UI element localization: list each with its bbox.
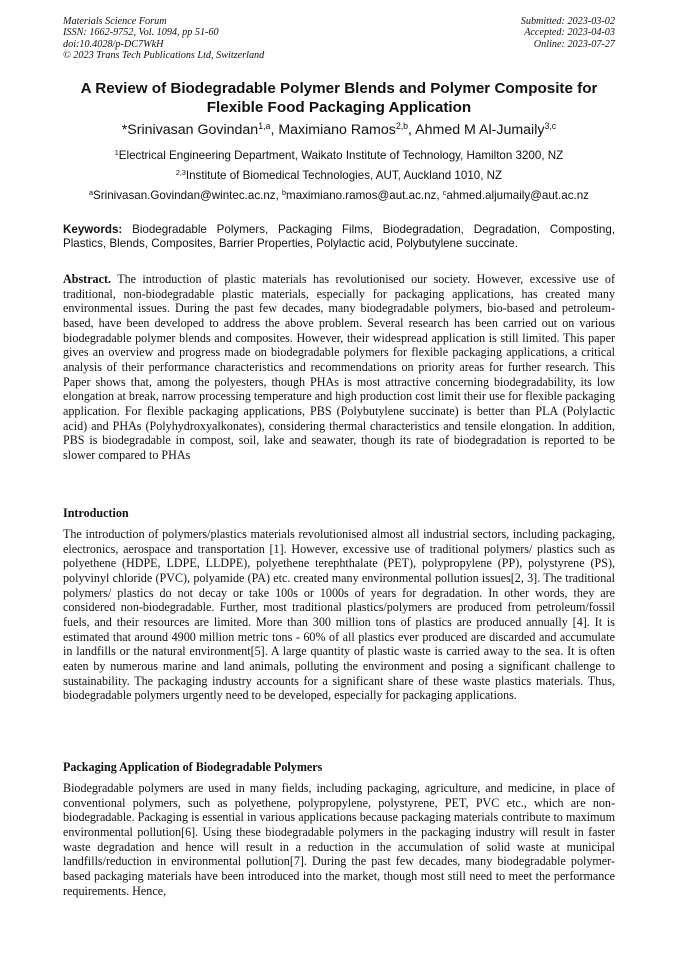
abstract-label: Abstract. (63, 272, 112, 286)
author-name: Ahmed M Al-Jumaily (415, 122, 545, 138)
submitted-date: Submitted: 2023-03-02 (520, 16, 615, 27)
email-mark: a (89, 188, 94, 198)
journal-doi: doi:10.4028/p-DC7WkH (63, 38, 164, 50)
author-name: Maximiano Ramos (278, 122, 396, 138)
email-text: Srinivasan.Govindan@wintec.ac.nz, (93, 189, 283, 202)
section-body-packaging: Biodegradable polymers are used in many fields, including packaging, agriculture, and medicine, in place of conventional polymers, such as polyethene, polypropylene, polystyrene, PET, PVC etc., which are non-biodegradable. Packaging is essential in various applications because packaging materials contribute to maximum environmental pollution[6]. Using these biodegradable polymers in the packaging industry will result in faster waste degradation and hence will result in a reduction in the accumulation of solid waste at municipal landfills/reduction in environmental pollution[7]. During the past few decades, many biodegradable polymer-based packaging materials have been introduced into the market, though most still need to meet the performance requirements. Hence, (63, 781, 615, 898)
section-heading-packaging: Packaging Application of Biodegradable Polymers (63, 760, 323, 774)
email-text: ahmed.aljumaily@aut.ac.nz (446, 189, 589, 202)
online-date: Online: 2023-07-27 (533, 38, 615, 50)
affiliation-text: Electrical Engineering Department, Waikato Institute of Technology, Hamilton 3200, NZ (118, 149, 564, 162)
abstract (63, 272, 615, 463)
affiliation-1 (40, 149, 638, 163)
journal-name: Materials Science Forum (63, 16, 167, 27)
author-name: *Srinivasan Govindan (121, 122, 259, 138)
affiliation-mark: 2,3 (175, 168, 186, 178)
affiliation-text: Institute of Biomedical Technologies, AUT, Auckland 1010, NZ (185, 169, 503, 182)
section-body-introduction: The introduction of polymers/plastics materials revolutionised almost all industrial sectors, including packaging, electronics, aerospace and transportation [1]. However, excessive use of traditional polymers/ plastics such as polyethene (HDPE, LDPE, LLDPE), polyethene terephthalate (PET), polypropylene (PP), polystyrene (PS), polyvinyl chloride (PVC), polyamide (PA) etc. created many environmental pollution issues[2, 3]. The traditional polymers/ plastics do not decay or take 100s or 1000s of years for degradation. In other words, they are considered non-biodegradable. Further, most traditional plastics/polymers are produced from petroleum/fossil fuels, and their resources are limited. More than 300 million tons of plastics are produced annually [4]. It is estimated that around 4900 million metric tons - 60% of all plastics ever produced are discarded and accumulate in landfills or the natural environment[5]. A large quantity of plastic waste is carried away to the sea. It is often eaten by numerous marine and land animals, polluting the environment and posing a significant challenge to sustainability. The packaging industry accounts for a significant share of these waste plastics materials. Thus, biodegradable polymers urgently need to be developed, especially for packaging applications. (63, 527, 615, 703)
accepted-date: Accepted: 2023-04-03 (524, 27, 615, 39)
email-mark: b (282, 188, 287, 198)
author-separator: , (408, 122, 416, 138)
paper-title (40, 80, 638, 117)
journal-issn: ISSN: 1662-9752, Vol. 1094, pp 51-60 (63, 27, 219, 39)
author-affil-mark: 2,b (395, 121, 409, 132)
journal-info (63, 16, 363, 62)
affiliation-2 (40, 169, 638, 183)
publication-dates (395, 16, 615, 50)
abstract-text: The introduction of plastic materials has revolutionised our society. However, excessive use of traditional, non-biodegradable plastic materials, especially for packaging applications, has created many environmental issues. During the past few decades, many biodegradable polymers, bio-based and petroleum-based, have been developed to address the above problem. Several research has been carried out on various biodegradable polymer blends and composites. However, their widespread application is still limited. This paper gives an overview and progress made on biodegradable polymers for flexible packaging applications, a critical analysis of their performance characteristics and recommendations on priority areas for further research. This Paper shows that, among the polyesters, though PHAs is most attractive concerning biodegradability, its low elongation at break, narrow processing temperature and high production cost limit their use for flexible packaging application. For flexible packaging applications, PBS (Polybutylene succinate) is better than PLA (Polylactic acid) and PHAs (Polyhydroxyalkonates), considering thermal characteristics and tensile elongation. In addition, PBS is biodegradable in compost, soil, lake and seawater, though its rate of biodegradation is reported to be slower compared to PHAs (63, 272, 615, 462)
author-emails (40, 189, 638, 203)
author-separator: , (270, 122, 279, 138)
author-affil-mark: 1,a (258, 121, 271, 132)
keywords-label: Keywords: (63, 223, 123, 236)
affiliation-mark: 1 (114, 148, 119, 158)
paper-title-line-1: A Review of Biodegradable Polymer Blends and Polymer Composite for (80, 80, 598, 97)
author-list (40, 121, 638, 139)
keywords (63, 223, 615, 252)
email-text: maximiano.ramos@aut.ac.nz, (286, 189, 443, 202)
section-heading-introduction: Introduction (63, 506, 129, 520)
author-affil-mark: 3,c (544, 121, 557, 132)
keywords-text: Biodegradable Polymers, Packaging Films, Biodegradation, Degradation, Composting, Plastics, Blends, Composites, Barrier Properties, Polylactic acid, Polybutylene succinate. (63, 223, 615, 251)
journal-copyright: © 2023 Trans Tech Publications Ltd, Switzerland (63, 50, 265, 62)
email-mark: c (442, 188, 447, 198)
paper-title-line-2: Flexible Food Packaging Application (206, 98, 472, 116)
